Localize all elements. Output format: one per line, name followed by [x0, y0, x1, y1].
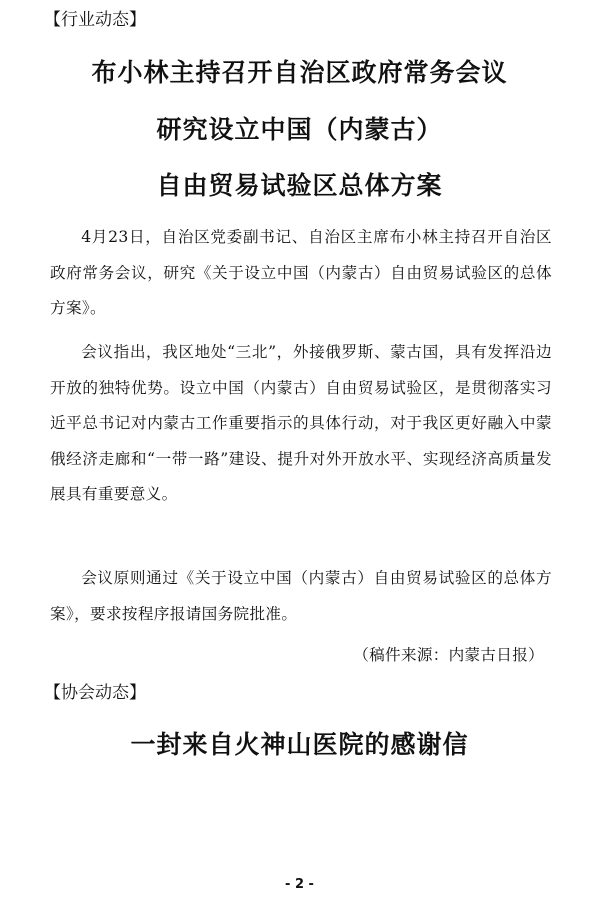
article-source: （稿件来源：内蒙古日报） [353, 646, 544, 664]
letter-title: 一封来自火神山医院的感谢信 [130, 730, 469, 759]
article-paragraph-1: 4月23日，自治区党委副书记、自治区主席布小林主持召开自治区政府常务会议，研究《关于设立中国（内蒙古）自由贸易试验区的总体方案》。 [50, 228, 552, 318]
article-paragraph-3: 会议原则通过《关于设立中国（内蒙古）自由贸易试验区的总体方案》，要求按程序报请国务院批准。 [50, 569, 552, 623]
article-title-line-2: 研究设立中国（内蒙古） [156, 115, 443, 144]
article-title-line-1: 布小林主持召开自治区政府常务会议 [91, 58, 508, 87]
industry-section-tag: 【行业动态】 [44, 10, 146, 30]
page-number: - 2 - [285, 877, 314, 892]
article-title-line-3: 自由贸易试验区总体方案 [156, 171, 443, 200]
article-paragraph-2: 会议指出，我区地处“三北”，外接俄罗斯、蒙古国，具有发挥沿边开放的独特优势。设立中国（内蒙古）自由贸易试验区，是贯彻落实习近平总书记对内蒙古工作重要指示的具体行动，对于我区更好融入中蒙俄经济走廊和“一带一路”建设、提升对外开放水平、实现经济高质量发展具有重要意义。 [50, 343, 552, 504]
association-section-tag: 【协会动态】 [44, 683, 146, 703]
